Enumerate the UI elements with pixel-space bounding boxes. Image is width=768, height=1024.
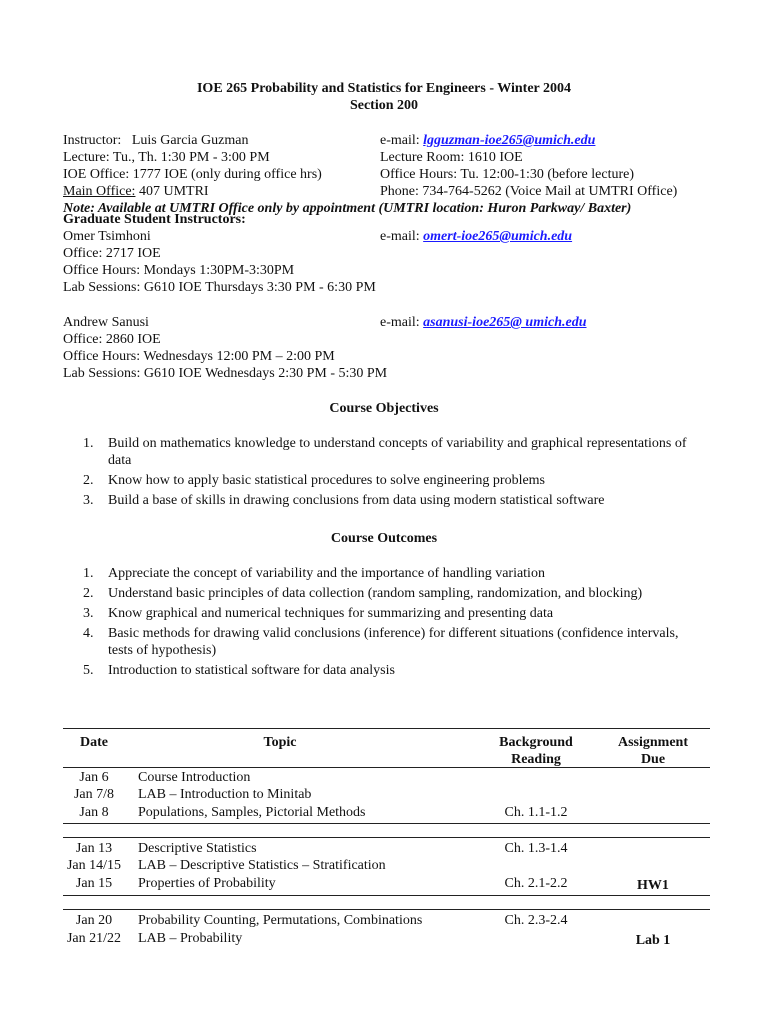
gsi-2-office: Office: 2860 IOE [63, 332, 161, 347]
list-item: 3. Build a base of skills in drawing conclusions from data using modern statistical software [83, 493, 605, 508]
list-item: 1. Build on mathematics knowledge to understand concepts of variability and graphical representations of data [83, 436, 687, 468]
gsi-2-email-line [380, 314, 587, 331]
ioe-office: IOE Office: 1777 IOE (only during office hrs) [63, 167, 322, 182]
row-reading: Ch. 2.1-2.2 [504, 876, 568, 891]
group-rule [63, 837, 710, 838]
list-item: 1. Appreciate the concept of variability and the importance of handling variation [83, 566, 545, 581]
row-date: Jan 21/22 [66, 931, 122, 946]
lecture-room: Lecture Room: 1610 IOE [380, 150, 523, 165]
row-date: Jan 14/15 [66, 858, 122, 873]
main-office-value: 407 UMTRI [135, 184, 209, 199]
course-title: IOE 265 Probability and Statistics for Engineers - Winter 2004 [196, 81, 571, 96]
group-rule [63, 909, 710, 910]
row-date: Jan 7/8 [73, 787, 115, 802]
gsi-1-office: Office: 2717 IOE [63, 246, 161, 261]
row-topic: Properties of Probability [138, 876, 276, 891]
lecture-time: Lecture: Tu., Th. 1:30 PM - 3:00 PM [63, 150, 270, 165]
list-item: 3. Know graphical and numerical techniques for summarizing and presenting data [83, 606, 554, 621]
row-reading: Ch. 2.3-2.4 [504, 913, 568, 928]
list-item: 2. Understand basic principles of data collection (random sampling, randomization, and blocking) [83, 586, 643, 601]
list-item: 4. Basic methods for drawing valid conclusions (inference) for different situations (confidence intervals, tests of hypothesis) [83, 626, 679, 658]
row-topic: LAB – Probability [138, 931, 243, 946]
col-header-reading-1: Background [499, 735, 573, 750]
gsi-1-email-link[interactable]: omert-ioe265@umich.edu [423, 229, 573, 244]
row-reading: Ch. 1.1-1.2 [504, 805, 568, 820]
instructor-email-line [380, 132, 595, 149]
col-header-topic: Topic [263, 735, 297, 750]
table-top-rule [63, 728, 710, 729]
availability-note: Note: Available at UMTRI Office only by appointment (UMTRI location: Huron Parkway/ Baxter) [63, 201, 632, 216]
section-title: Section 200 [349, 98, 419, 113]
gsi-2-lab: Lab Sessions: G610 IOE Wednesdays 2:30 PM - 5:30 PM [63, 366, 388, 381]
row-date: Jan 6 [79, 770, 109, 785]
gsi-2-email-link[interactable]: asanusi-ioe265@ umich.edu [423, 315, 587, 330]
instructor-email-link[interactable]: lgguzman-ioe265@umich.edu [423, 133, 596, 148]
row-topic: Populations, Samples, Pictorial Methods [138, 805, 366, 820]
objectives-list [63, 435, 703, 512]
main-office-line [63, 183, 209, 200]
group-rule [63, 823, 710, 824]
list-item: 5. Introduction to statistical software for data analysis [83, 663, 395, 678]
col-header-reading-2: Reading [511, 752, 561, 767]
main-office-label: Main Office: [63, 184, 136, 199]
email-label: e-mail: [380, 229, 420, 244]
row-topic: Probability Counting, Permutations, Combinations [138, 913, 423, 928]
row-topic: LAB – Introduction to Minitab [138, 787, 312, 802]
list-item: 2. Know how to apply basic statistical procedures to solve engineering problems [83, 473, 546, 488]
row-date: Jan 8 [79, 805, 109, 820]
row-reading: Ch. 1.3-1.4 [504, 841, 568, 856]
instructor-name: Luis Garcia Guzman [131, 133, 249, 148]
outcomes-list [63, 565, 703, 682]
gsi-1-hours: Office Hours: Mondays 1:30PM-3:30PM [63, 263, 295, 278]
gsi-2-hours: Office Hours: Wednesdays 12:00 PM – 2:00 PM [63, 349, 335, 364]
email-label: e-mail: [380, 315, 420, 330]
instructor-label: Instructor: [63, 133, 122, 148]
instructor-phone: Phone: 734-764-5262 (Voice Mail at UMTRI Office) [380, 184, 678, 199]
gsi-2-name: Andrew Sanusi [63, 315, 149, 330]
gsi-1-email-line [380, 228, 572, 245]
gsi-1-lab: Lab Sessions: G610 IOE Thursdays 3:30 PM - 6:30 PM [63, 280, 376, 295]
col-header-date: Date [80, 735, 108, 750]
email-label: e-mail: [380, 133, 420, 148]
group-rule [63, 895, 710, 896]
col-header-due-1: Assignment [617, 735, 688, 750]
row-due: HW1 [637, 878, 669, 893]
row-date: Jan 20 [75, 913, 113, 928]
row-topic: Descriptive Statistics [138, 841, 257, 856]
row-date: Jan 15 [75, 876, 113, 891]
col-header-due-2: Due [640, 752, 666, 767]
gsi-heading: Graduate Student Instructors: [63, 212, 246, 227]
row-topic: Course Introduction [138, 770, 251, 785]
instructor-office-hours: Office Hours: Tu. 12:00-1:30 (before lecture) [380, 167, 635, 182]
row-date: Jan 13 [75, 841, 113, 856]
instructor-line [63, 132, 248, 149]
outcomes-heading: Course Outcomes [330, 531, 438, 546]
table-header-rule [63, 767, 710, 768]
gsi-1-name: Omer Tsimhoni [63, 229, 151, 244]
objectives-heading: Course Objectives [329, 401, 439, 416]
row-due: Lab 1 [635, 933, 671, 948]
row-topic: LAB – Descriptive Statistics – Stratification [138, 858, 386, 873]
